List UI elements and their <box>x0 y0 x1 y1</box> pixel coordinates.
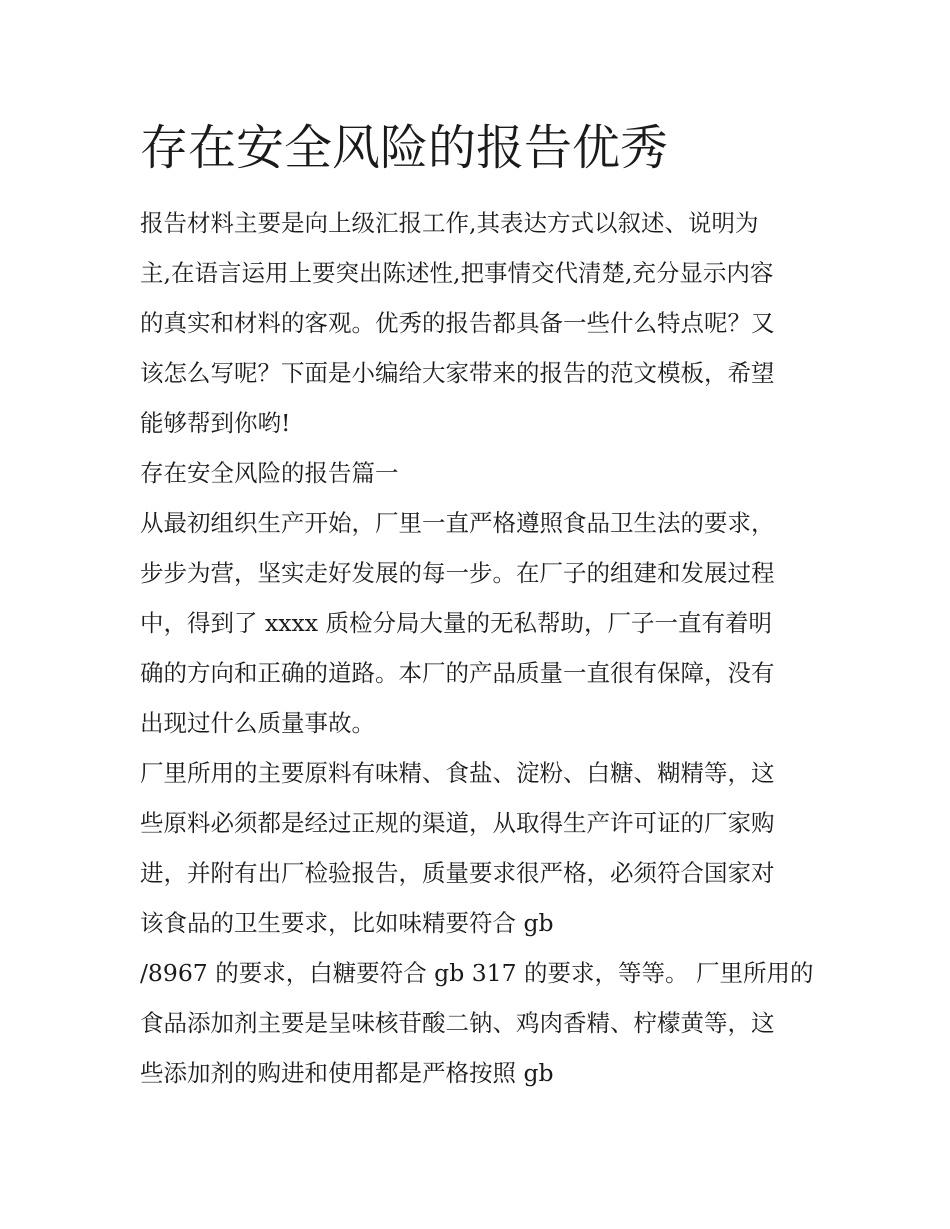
paragraph-line: 确的方向和正确的道路。本厂的产品质量一直很有保障，没有 <box>140 659 775 687</box>
paragraph-line: 厂里所用的主要原料有味精、食盐、淀粉、白糖、糊精等，这 <box>140 759 775 787</box>
section-heading: 存在安全风险的报告篇一 <box>140 459 399 487</box>
paragraph-line: 些添加剂的购进和使用都是严格按照 gb <box>140 1059 554 1087</box>
intro-line: 主,在语言运用上要突出陈述性,把事情交代清楚,充分显示内容 <box>140 259 774 287</box>
paragraph-line: 步步为营，坚实走好发展的每一步。在厂子的组建和发展过程 <box>140 559 775 587</box>
paragraph-line: /8967 的要求，白糖要符合 gb 317 的要求，等等。 厂里所用的 <box>140 959 814 987</box>
intro-line: 报告材料主要是向上级汇报工作,其表达方式以叙述、说明为 <box>140 209 759 237</box>
paragraph-line: 些原料必须都是经过正规的渠道，从取得生产许可证的厂家购 <box>140 809 775 837</box>
paragraph-line: 出现过什么质量事故。 <box>140 709 375 737</box>
document-title: 存在安全风险的报告优秀 <box>140 120 669 176</box>
paragraph-line: 中，得到了 xxxx 质检分局大量的无私帮助，厂子一直有着明 <box>140 609 772 637</box>
intro-line: 能够帮到你哟! <box>140 409 291 437</box>
intro-line: 该怎么写呢？下面是小编给大家带来的报告的范文模板，希望 <box>140 359 775 387</box>
paragraph-line: 食品添加剂主要是呈味核苷酸二钠、鸡肉香精、柠檬黄等，这 <box>140 1009 775 1037</box>
intro-line: 的真实和材料的客观。优秀的报告都具备一些什么特点呢？又 <box>140 309 775 337</box>
paragraph-line: 从最初组织生产开始，厂里一直严格遵照食品卫生法的要求， <box>140 509 775 537</box>
paragraph-line: 进，并附有出厂检验报告，质量要求很严格，必须符合国家对 <box>140 859 775 887</box>
paragraph-line: 该食品的卫生要求，比如味精要符合 gb <box>140 909 554 937</box>
